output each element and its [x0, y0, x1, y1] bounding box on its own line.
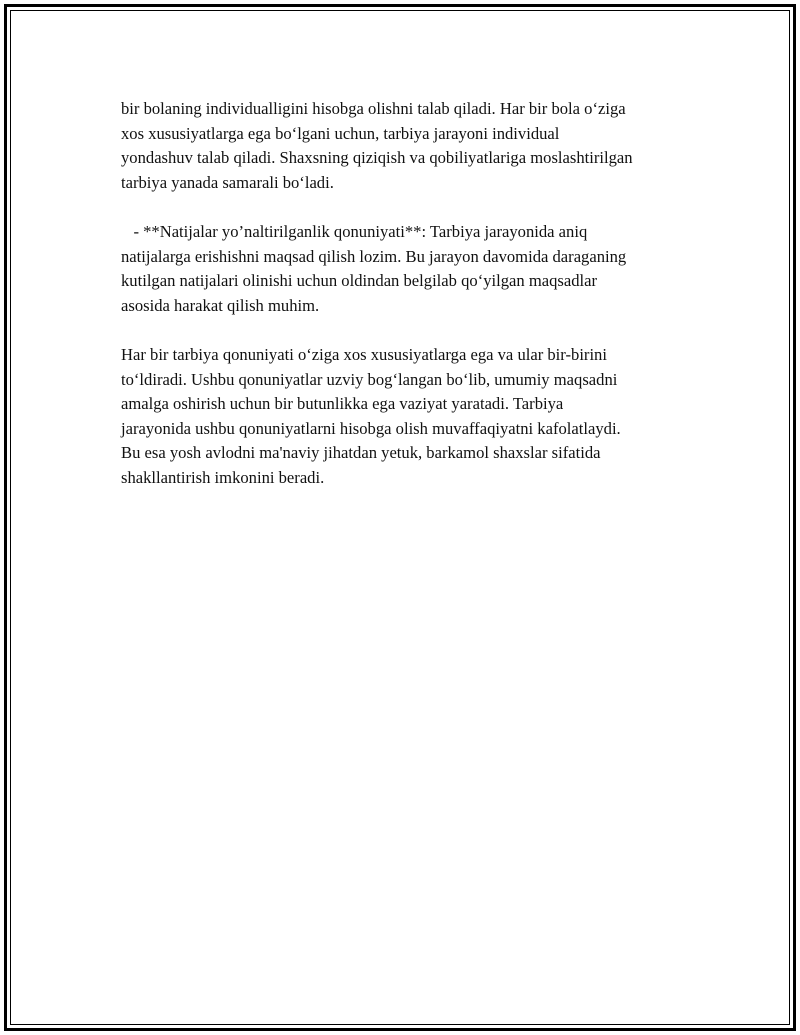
- text-line: to‘ldiradi. Ushbu qonuniyatlar uzviy bog‘langan bo‘lib, umumiy maqsadni: [121, 369, 618, 389]
- text-line: Bu esa yosh avlodni ma'naviy jihatdan yetuk, barkamol shaxslar sifatida: [121, 443, 601, 463]
- text-line: - **Natijalar yo’naltirilganlik qonuniyati**: Tarbiya jarayonida aniq: [121, 221, 588, 241]
- text-line: asosida harakat qilish muhim.: [121, 295, 320, 315]
- paragraph-results-oriented: [121, 220, 711, 318]
- paragraph-conclusion: [121, 343, 711, 491]
- document-page: [4, 4, 796, 1031]
- text-line: yondashuv talab qiladi. Shaxsning qiziqish va qobiliyatlariga moslashtirilgan: [121, 148, 633, 168]
- text-line: amalga oshirish uchun bir butunlikka ega vaziyat yaratadi. Tarbiya: [121, 394, 564, 414]
- text-line: natijalarga erishishni maqsad qilish lozim. Bu jarayon davomida daraganing: [121, 246, 627, 266]
- text-line: bir bolaning individualligini hisobga olishni talab qiladi. Har bir bola o‘ziga: [121, 99, 626, 118]
- text-line: xos xususiyatlarga ega bo‘lgani uchun, tarbiya jarayoni individual: [121, 123, 560, 143]
- text-line: kutilgan natijalari olinishi uchun oldindan belgilab qo‘yilgan maqsadlar: [121, 271, 598, 291]
- text-line: shakllantirish imkonini beradi.: [121, 467, 325, 487]
- paragraph-individual-approach: [121, 97, 711, 195]
- text-line: tarbiya yanada samarali bo‘ladi.: [121, 172, 334, 192]
- document-body: [121, 97, 711, 515]
- text-line: jarayonida ushbu qonuniyatlarni hisobga olish muvaffaqiyatni kafolatlaydi.: [121, 418, 621, 438]
- text-line: Har bir tarbiya qonuniyati o‘ziga xos xususiyatlarga ega va ular bir-birini: [121, 344, 607, 364]
